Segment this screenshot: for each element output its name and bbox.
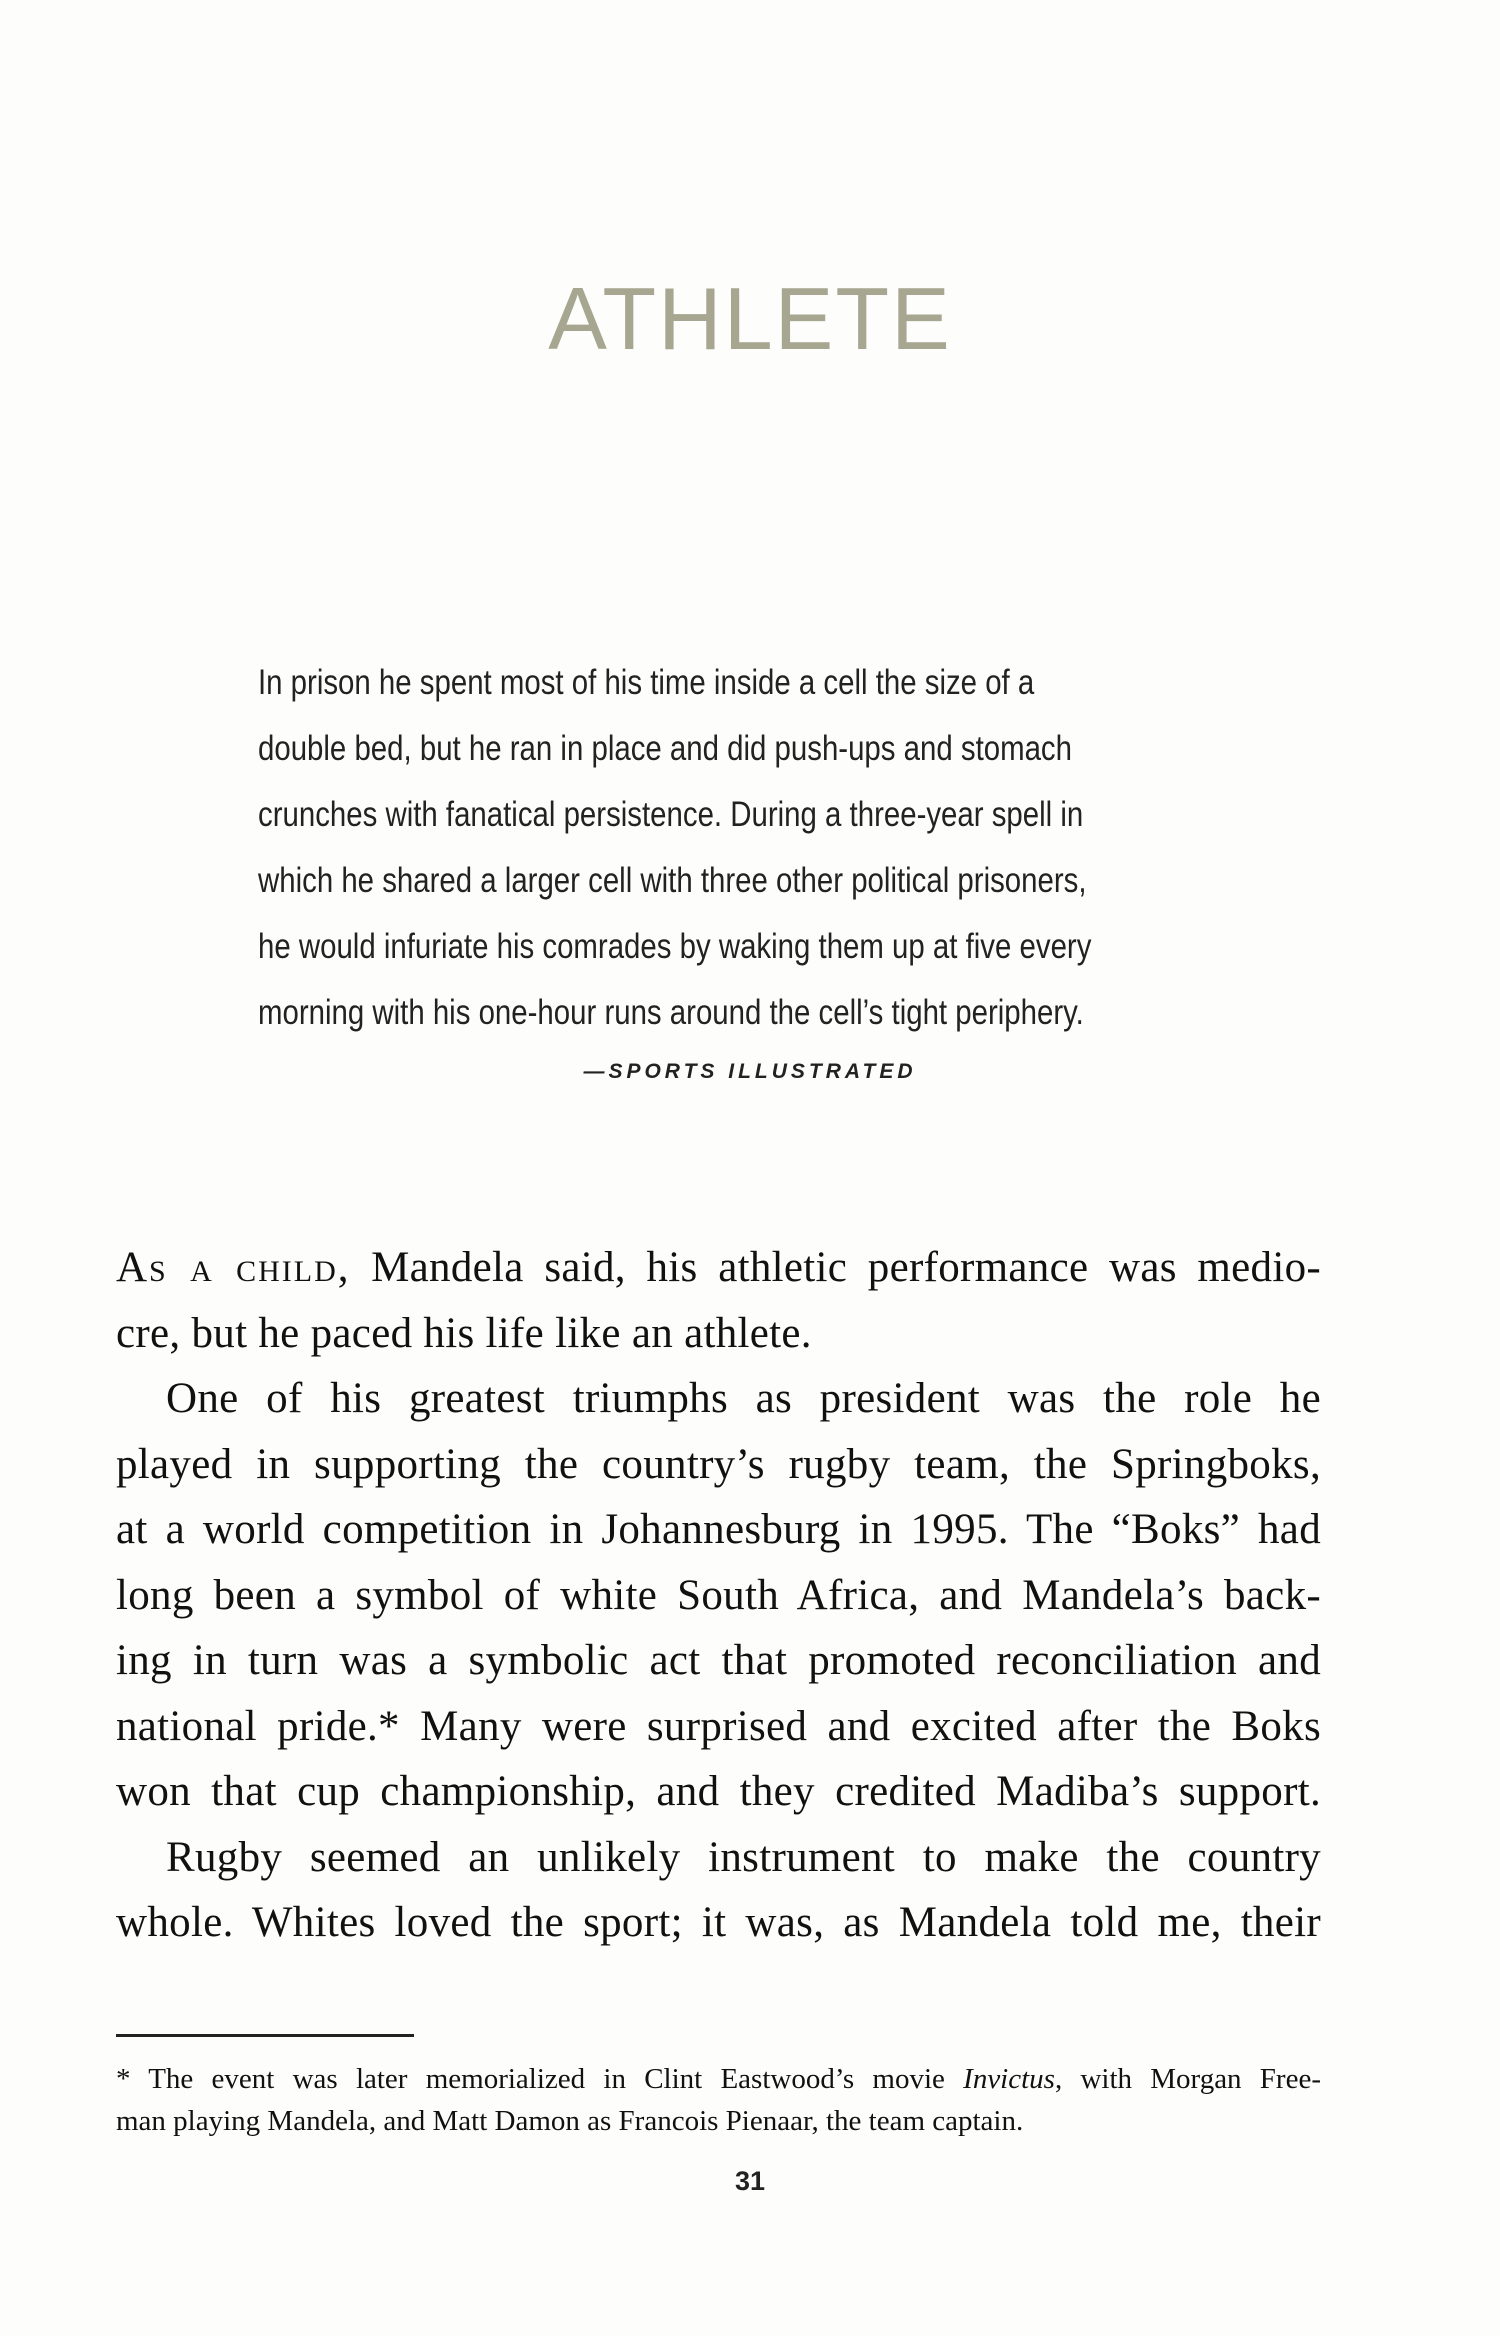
footnote [116, 2058, 1321, 2142]
body-line-text: Mandela said, his athletic performance was medio- [350, 1244, 1321, 1291]
body-line: played in supporting the country’s rugby team, the Springboks, [116, 1440, 1321, 1488]
body-line: national pride.* Many were surprised and excited after the Boks [116, 1702, 1321, 1750]
opening-smallcaps: As a child, [116, 1244, 351, 1291]
epigraph-line: morning with his one-hour runs around the cell’s tight periphery. [258, 993, 1084, 1032]
footnote-text: * The event was later memorialized in Clint Eastwood’s movie [116, 2063, 964, 2095]
body-line [116, 1235, 1321, 1301]
body-line: Rugby seemed an unlikely instrument to make the country [166, 1833, 1321, 1881]
chapter-title: ATHLETE [548, 269, 952, 368]
body-line: whole. Whites loved the sport; it was, as Mandela told me, their [116, 1899, 1321, 1946]
epigraph-line: double bed, but he ran in place and did push-ups and stomach [258, 729, 1072, 768]
footnote-text: , with Morgan Free- [1054, 2063, 1321, 2095]
epigraph-line: In prison he spent most of his time inside a cell the size of a [258, 663, 1035, 702]
body-line: cre, but he paced his life like an athlete. [116, 1309, 812, 1357]
footnote-line [116, 2058, 1321, 2100]
footnote-line: man playing Mandela, and Matt Damon as Francois Pienaar, the team captain. [116, 2105, 1024, 2137]
footnote-movie-title: Invictus [963, 2063, 1055, 2095]
body-line: ing in turn was a symbolic act that promoted reconciliation and [116, 1637, 1321, 1684]
body-line: at a world competition in Johannesburg in 1995. The “Boks” had [116, 1506, 1321, 1553]
body-line: won that cup championship, and they credited Madiba’s support. [116, 1768, 1321, 1815]
epigraph-line: which he shared a larger cell with three other political prisoners, [258, 861, 1087, 900]
epigraph-quote [258, 650, 1199, 1046]
epigraph-line: crunches with fanatical persistence. During a three-year spell in [258, 795, 1084, 834]
page-number: 31 [734, 2166, 766, 2196]
body-text [116, 1235, 1321, 1956]
epigraph-attribution: —SPORTS ILLUSTRATED [583, 1060, 917, 1083]
footnote-divider [116, 2034, 414, 2037]
epigraph-line: he would infuriate his comrades by waking them up at five every [258, 927, 1092, 966]
body-line: long been a symbol of white South Africa, and Mandela’s back- [116, 1571, 1321, 1619]
body-line: One of his greatest triumphs as president was the role he [166, 1375, 1321, 1422]
